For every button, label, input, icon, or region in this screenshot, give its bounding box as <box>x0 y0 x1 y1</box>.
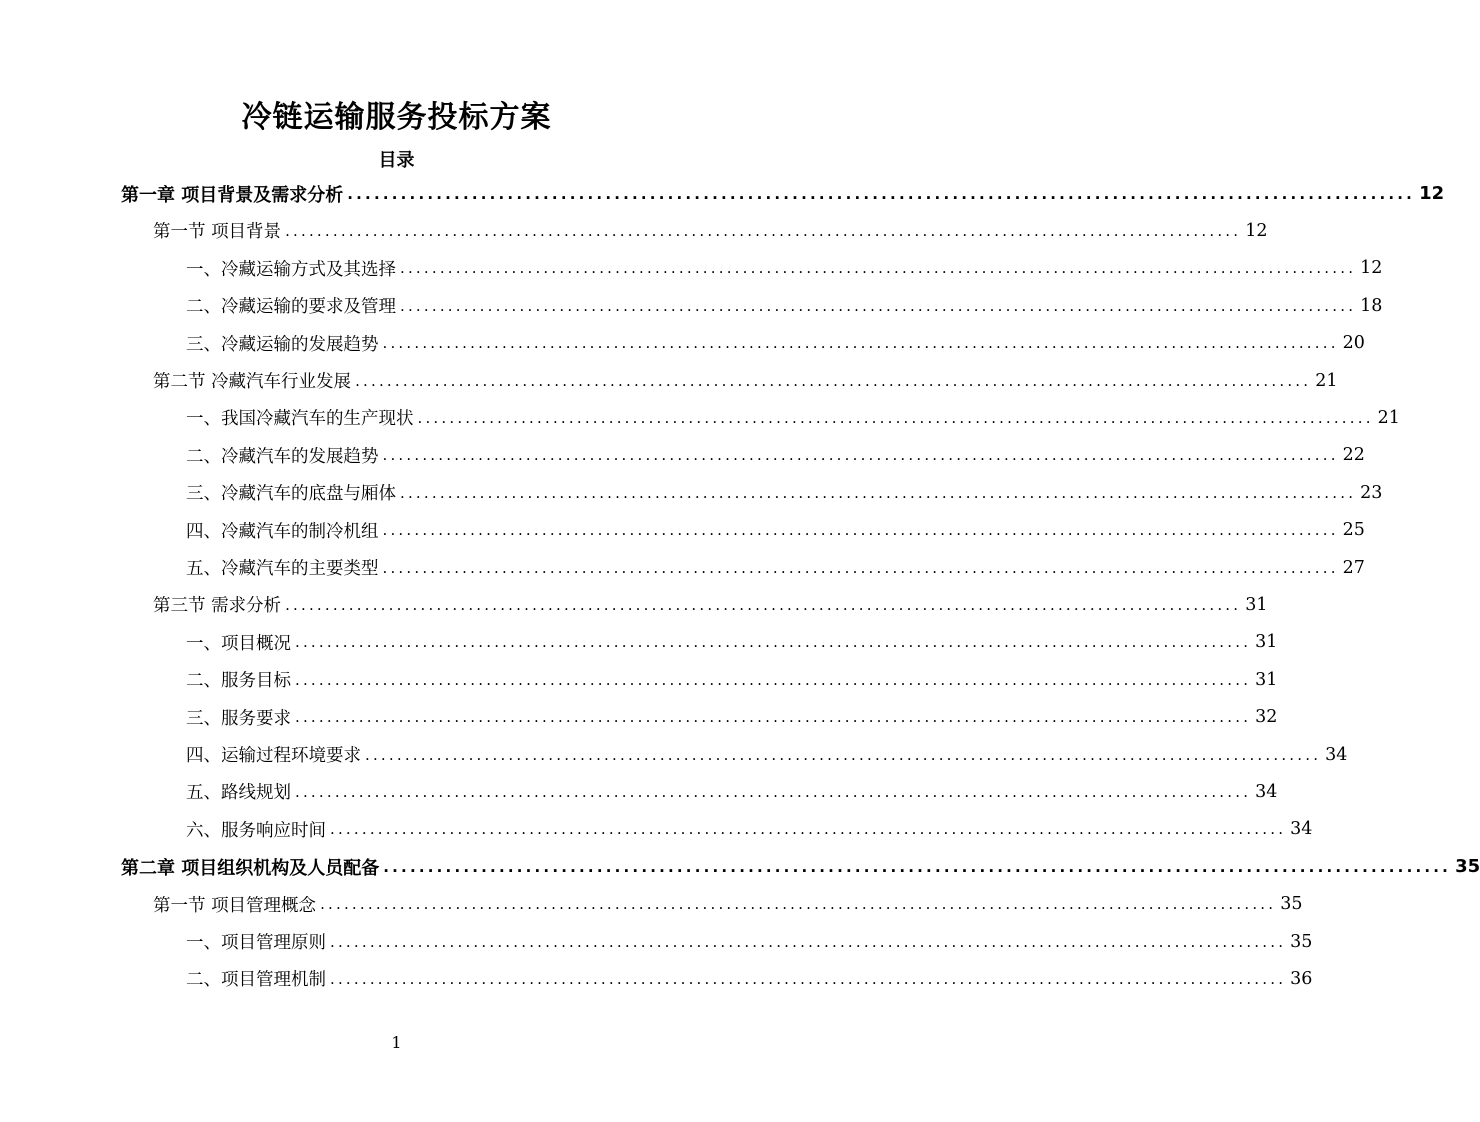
toc-entry-label: 第二节 冷藏汽车行业发展 <box>153 372 352 392</box>
toc-entry-label: 第二章 项目组织机构及人员配备 <box>121 857 380 879</box>
dot-leader: ........................................................................................................................ <box>285 221 1242 240</box>
toc-entry-label: 二、服务目标 <box>186 671 291 692</box>
page-number: 1 <box>391 1033 402 1052</box>
dot-leader: ........................................................................................................................ <box>330 820 1287 839</box>
toc-entry-label: 第一节 项目管理概念 <box>153 895 317 916</box>
toc-entry-page: 23 <box>1360 482 1383 503</box>
toc-entry[interactable] <box>186 287 1383 324</box>
toc-entry-page: 21 <box>1377 407 1400 428</box>
toc-entry[interactable] <box>186 811 1313 848</box>
toc-entry[interactable] <box>153 212 1268 249</box>
toc-entry-label: 一、冷藏运输方式及其选择 <box>186 259 396 280</box>
toc-entry[interactable] <box>186 437 1365 474</box>
toc-entry[interactable] <box>186 661 1278 698</box>
dot-leader: ........................................................................................................................ <box>295 782 1252 801</box>
toc-entry-page: 35 <box>1280 894 1303 915</box>
dot-leader: ........................................................................................................................ <box>355 371 1312 390</box>
toc-entry-label: 五、路线规划 <box>186 783 291 804</box>
toc-entry[interactable] <box>186 923 1313 960</box>
toc-entry-page: 31 <box>1245 594 1268 615</box>
toc-entry-label: 一、项目概况 <box>186 633 291 654</box>
dot-leader: ........................................................................................................................ <box>285 595 1242 614</box>
toc-entry-page: 18 <box>1360 295 1383 316</box>
toc-entry-page: 35 <box>1290 931 1313 952</box>
toc-entry-page: 32 <box>1255 707 1278 728</box>
toc-entry-label: 第一节 项目背景 <box>153 222 282 243</box>
toc-entry-page: 12 <box>1419 183 1445 204</box>
toc-heading: 目录 <box>378 150 415 171</box>
toc-entry-page: 25 <box>1342 520 1365 541</box>
toc-entry-page: 12 <box>1360 258 1383 279</box>
dot-leader: ........................................................................................................................ <box>365 745 1322 764</box>
toc-entry-label: 一、项目管理原则 <box>186 933 326 953</box>
dot-leader: ........................................................................................................................ <box>295 708 1252 727</box>
toc-entry-page: 35 <box>1455 856 1480 878</box>
toc-entry[interactable] <box>186 773 1278 810</box>
document-title: 冷链运输服务投标方案 <box>241 100 552 135</box>
toc-entry-label: 一、我国冷藏汽车的生产现状 <box>186 409 414 430</box>
dot-leader: ........................................................................................................................ <box>400 259 1357 278</box>
toc-entry-page: 20 <box>1342 333 1365 354</box>
dot-leader: ........................................................................................................................ <box>382 334 1339 353</box>
toc-entry-label: 六、服务响应时间 <box>186 820 326 841</box>
toc-entry-page: 27 <box>1342 557 1365 578</box>
toc-entry[interactable] <box>186 624 1278 661</box>
dot-leader: ........................................................................................................................ <box>320 895 1277 914</box>
dot-leader: ........................................................................................................................ <box>347 184 1416 203</box>
toc-entry-label: 五、冷藏汽车的主要类型 <box>186 559 379 579</box>
toc-entry-label: 三、冷藏汽车的底盘与厢体 <box>186 484 396 505</box>
toc-entry-page: 31 <box>1255 632 1278 653</box>
dot-leader: ........................................................................................................................ <box>382 521 1339 540</box>
toc-entry-label: 二、冷藏汽车的发展趋势 <box>186 446 379 467</box>
toc-entry[interactable] <box>153 886 1303 923</box>
toc-entry[interactable] <box>186 512 1365 549</box>
dot-leader: ........................................................................................................................ <box>330 932 1287 951</box>
toc-entry-page: 34 <box>1325 744 1348 765</box>
toc-entry-label: 二、项目管理机制 <box>186 970 326 991</box>
toc-entry-page: 34 <box>1290 819 1313 840</box>
toc-entry[interactable] <box>186 699 1278 736</box>
toc-entry[interactable] <box>186 474 1383 511</box>
toc-entry-page: 22 <box>1342 445 1365 466</box>
toc-entry-page: 12 <box>1245 220 1268 241</box>
toc-entry-label: 二、冷藏运输的要求及管理 <box>186 297 396 318</box>
dot-leader: ........................................................................................................................ <box>400 296 1357 315</box>
toc-entry-label: 第三节 需求分析 <box>153 596 282 617</box>
toc-entry[interactable] <box>186 549 1365 586</box>
toc-entry[interactable] <box>186 250 1383 287</box>
dot-leader: ........................................................................................................................ <box>400 483 1357 502</box>
toc-entry-page: 34 <box>1255 781 1278 802</box>
dot-leader: ........................................................................................................................ <box>330 969 1287 988</box>
toc-entry[interactable] <box>121 848 1480 885</box>
dot-leader: ........................................................................................................................ <box>295 633 1252 652</box>
toc-entry-page: 31 <box>1255 669 1278 690</box>
toc-entry-label: 四、冷藏汽车的制冷机组 <box>186 521 379 542</box>
toc-entry[interactable] <box>186 399 1400 436</box>
toc-entry[interactable] <box>121 175 1445 212</box>
toc-entry[interactable] <box>186 325 1365 362</box>
dot-leader: ........................................................................................................................ <box>417 408 1374 427</box>
toc-entry[interactable] <box>153 362 1338 399</box>
toc-entry-label: 第一章 项目背景及需求分析 <box>121 184 344 206</box>
dot-leader: ........................................................................................................................ <box>383 857 1452 876</box>
toc-entry-label: 三、服务要求 <box>186 708 291 729</box>
dot-leader: ........................................................................................................................ <box>295 670 1252 689</box>
toc-entry-page: 21 <box>1315 370 1338 391</box>
toc-entry-label: 三、冷藏运输的发展趋势 <box>186 334 379 355</box>
toc-entry-page: 36 <box>1290 968 1313 989</box>
toc-entry-label: 四、运输过程环境要求 <box>186 746 361 766</box>
dot-leader: ........................................................................................................................ <box>382 446 1339 465</box>
toc-entry[interactable] <box>153 586 1268 623</box>
toc-entry[interactable] <box>186 736 1348 773</box>
toc-entry[interactable] <box>186 960 1313 997</box>
dot-leader: ........................................................................................................................ <box>382 558 1339 577</box>
